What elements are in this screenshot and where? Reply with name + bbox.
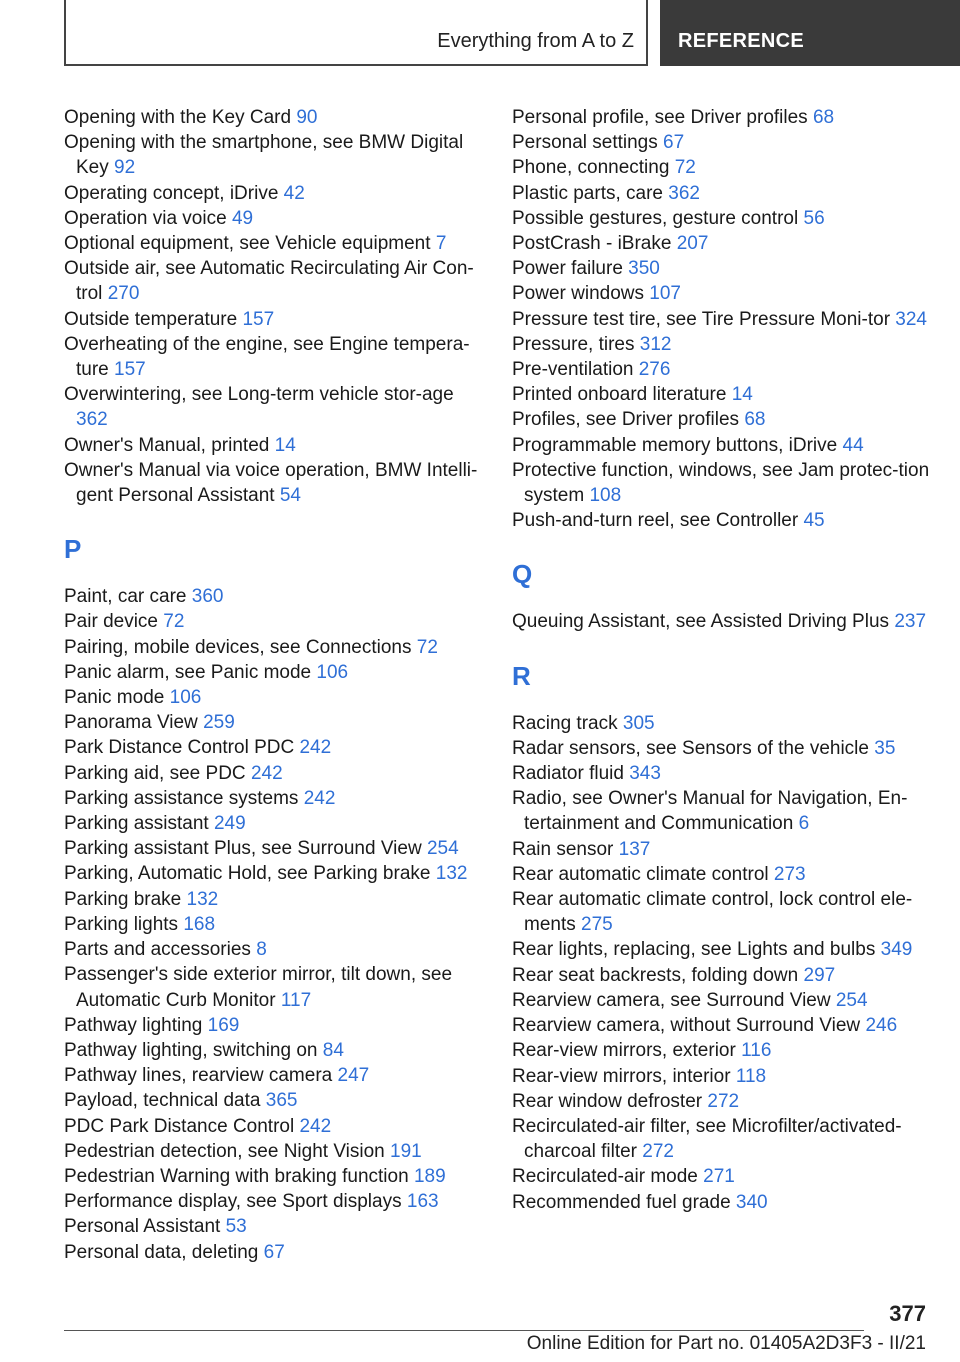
page-reference-link[interactable]: 67 — [663, 132, 685, 154]
index-entry-text: Parts and accessories — [64, 939, 251, 961]
index-entry — [64, 962, 484, 1012]
page-reference-link[interactable]: 14 — [274, 434, 296, 456]
index-entry-text: Pairing, mobile devices, see Connections — [64, 636, 412, 658]
index-entry — [64, 912, 484, 937]
page-reference-link[interactable]: 246 — [865, 1015, 898, 1037]
page-reference-link[interactable]: 272 — [707, 1090, 740, 1112]
index-entry-text: Rear lights, replacing, see Lights and bulbs — [512, 939, 876, 961]
page-reference-link[interactable]: 340 — [735, 1191, 768, 1213]
index-entry-text: Personal Assistant — [64, 1216, 221, 1238]
index-entry — [512, 1013, 932, 1038]
index-entry-text: Parking assistant — [64, 813, 209, 835]
page-reference-link[interactable]: 118 — [735, 1065, 767, 1087]
index-entry — [64, 256, 484, 306]
page-reference-link[interactable]: 191 — [390, 1140, 422, 1162]
page-reference-link[interactable]: 49 — [231, 207, 254, 229]
index-entry-text: Park Distance Control PDC — [64, 737, 295, 759]
index-entry — [64, 1013, 484, 1038]
index-section-letter: P — [64, 534, 82, 565]
page-reference-link[interactable]: 305 — [622, 712, 655, 734]
page-reference-link[interactable]: 92 — [114, 157, 136, 179]
index-section-letter: Q — [512, 559, 533, 590]
page-reference-link[interactable]: 7 — [435, 233, 447, 255]
section-title: Everything from A to Z — [437, 30, 634, 52]
page-reference-link[interactable]: 365 — [265, 1090, 298, 1112]
index-entry — [64, 786, 484, 811]
index-entry-text: Pedestrian detection, see Night Vision — [64, 1140, 385, 1162]
index-entry — [512, 357, 932, 382]
index-entry-text: Profiles, see Driver profiles — [512, 409, 740, 431]
index-entry — [64, 761, 484, 786]
index-entry — [512, 963, 932, 988]
index-entry — [512, 862, 932, 887]
index-entry — [512, 761, 932, 786]
page-reference-link[interactable]: 237 — [894, 611, 927, 633]
index-entry — [64, 307, 484, 332]
index-entry — [512, 407, 932, 432]
page-reference-link[interactable]: 72 — [163, 611, 185, 633]
index-entry-text: Panic mode — [64, 687, 165, 709]
page-reference-link[interactable]: 42 — [283, 182, 305, 204]
page-reference-link[interactable]: 270 — [107, 283, 140, 305]
index-entry-text: Rear window defroster — [512, 1090, 703, 1112]
index-entry — [64, 584, 484, 609]
index-entry-text: Panic alarm, see Panic mode — [64, 661, 312, 683]
page-reference-link[interactable]: 44 — [842, 434, 864, 456]
index-entry-text: Panorama View — [64, 712, 198, 734]
index-entry-text: Rear-view mirrors, interior — [512, 1065, 731, 1087]
index-entry-text: Pathway lines, rearview camera — [64, 1065, 333, 1087]
page-reference-link[interactable]: 276 — [638, 359, 671, 381]
index-entry-text: Pressure, tires — [512, 333, 635, 355]
index-entry-text: Parking brake — [64, 888, 182, 910]
page-reference-link[interactable]: 273 — [773, 863, 806, 885]
index-entry-text: Push-and-turn reel, see Controller — [512, 510, 799, 532]
index-entry-text: Opening with the Key Card — [64, 107, 292, 128]
index-entry-text: Parking lights — [64, 913, 179, 935]
page-reference-link[interactable]: 249 — [213, 813, 246, 835]
index-entry — [64, 811, 484, 836]
index-entry — [64, 231, 484, 256]
index-entry — [64, 1189, 484, 1214]
section-tab — [64, 0, 648, 66]
index-entry — [512, 609, 932, 634]
index-entry-text: Opening with the smartphone, see BMW Digital Key — [64, 132, 464, 179]
page-reference-link[interactable]: 132 — [435, 863, 468, 885]
index-entry-text: Recommended fuel grade — [512, 1191, 731, 1213]
index-entry — [512, 105, 932, 130]
page-reference-link[interactable]: 68 — [744, 409, 766, 431]
page-reference-link[interactable]: 108 — [589, 485, 622, 507]
page-reference-link[interactable]: 90 — [296, 107, 318, 128]
index-entry — [512, 332, 932, 357]
page-reference-link[interactable]: 350 — [628, 258, 660, 280]
index-entry — [512, 1114, 932, 1164]
index-entry — [512, 988, 932, 1013]
index-entry-text: Rain sensor — [512, 838, 614, 860]
index-entry — [512, 837, 932, 862]
index-entry — [512, 181, 932, 206]
index-entry-text: Racing track — [512, 712, 618, 734]
index-entry-text: Outside air, see Automatic Recirculating Air Con-trol — [64, 258, 474, 305]
index-entry — [512, 256, 932, 281]
index-entry-text: Possible gestures, gesture control — [512, 207, 799, 229]
index-entry — [64, 609, 484, 634]
index-section-letter: R — [512, 660, 531, 691]
index-entry — [64, 1240, 484, 1265]
index-column-left — [64, 105, 484, 1265]
index-entry-text: Personal data, deleting — [64, 1241, 259, 1263]
index-entry — [512, 1038, 932, 1063]
index-entry-text: Owner's Manual via voice operation, BMW Intelli-gent Personal Assistant — [64, 459, 478, 507]
index-entry-text: Owner's Manual, printed — [64, 434, 270, 456]
index-entry-text: Rearview camera, without Surround View — [512, 1015, 861, 1037]
index-entry — [512, 1089, 932, 1114]
index-column-right — [512, 105, 932, 1215]
page-reference-link[interactable]: 72 — [674, 157, 696, 179]
index-entry — [512, 206, 932, 231]
page-reference-link[interactable]: 45 — [803, 510, 825, 532]
page-number: 377 — [889, 1301, 926, 1326]
page-reference-link[interactable]: 360 — [191, 586, 224, 608]
index-entry-text: Pre-ventilation — [512, 359, 634, 381]
page-reference-link[interactable]: 349 — [880, 939, 913, 961]
page-reference-link[interactable]: 259 — [203, 712, 235, 734]
index-entry-text: Rear-view mirrors, exterior — [512, 1040, 736, 1062]
page-reference-link[interactable]: 53 — [225, 1216, 247, 1238]
page-reference-link[interactable]: 6 — [798, 813, 810, 835]
index-entry — [64, 1214, 484, 1239]
page-reference-link[interactable]: 362 — [668, 182, 700, 204]
page-header — [64, 0, 960, 66]
index-entry — [64, 1114, 484, 1139]
index-entry-text: Payload, technical data — [64, 1090, 261, 1112]
index-entry — [64, 836, 484, 861]
page-reference-link[interactable]: 242 — [299, 737, 332, 759]
page-reference-link[interactable]: 107 — [649, 283, 681, 305]
index-entry — [512, 508, 932, 533]
index-entry — [512, 887, 932, 937]
page-reference-link[interactable]: 106 — [169, 687, 202, 709]
index-entry — [64, 635, 484, 660]
index-entry-text: Parking, Automatic Hold, see Parking brake — [64, 863, 431, 885]
page-reference-link[interactable]: 157 — [114, 359, 146, 381]
index-entry-text: Performance display, see Sport displays — [64, 1191, 402, 1213]
index-entry-text: PDC Park Distance Control — [64, 1115, 295, 1137]
index-entry — [64, 130, 484, 180]
page-reference-link[interactable]: 116 — [741, 1040, 772, 1062]
index-entry — [512, 786, 932, 836]
index-entry — [64, 710, 484, 735]
index-entry-text: Operating concept, iDrive — [64, 182, 279, 204]
index-entry — [64, 382, 484, 432]
page-reference-link[interactable]: 271 — [703, 1166, 735, 1188]
index-entry-text: Printed onboard literature — [512, 384, 727, 406]
page-reference-link[interactable]: 247 — [337, 1065, 370, 1087]
index-entry — [512, 281, 932, 306]
page-reference-link[interactable]: 169 — [207, 1014, 240, 1036]
index-entry-text: Overheating of the engine, see Engine tempera-ture — [64, 333, 470, 381]
index-entry-text: Paint, car care — [64, 586, 187, 608]
page-reference-link[interactable]: 242 — [299, 1115, 332, 1137]
index-entry-text: Parking assistant Plus, see Surround View — [64, 838, 422, 860]
page-reference-link[interactable]: 54 — [279, 485, 301, 507]
index-entry — [64, 660, 484, 685]
index-entry — [512, 1164, 932, 1189]
index-entry-text: Parking aid, see PDC — [64, 762, 246, 784]
index-entry — [64, 1164, 484, 1189]
index-entry — [64, 105, 484, 130]
index-entry-text: Pressure test tire, see Tire Pressure Moni-tor — [512, 308, 891, 330]
index-entry-text: Personal settings — [512, 132, 658, 154]
page-reference-link[interactable]: 157 — [242, 308, 275, 330]
index-entry — [512, 1190, 932, 1215]
index-entry — [512, 130, 932, 155]
index-entry — [512, 1064, 932, 1089]
page-reference-link[interactable]: 297 — [803, 964, 836, 986]
index-entry-text: Optional equipment, see Vehicle equipment — [64, 233, 431, 255]
page-reference-link[interactable]: 254 — [835, 989, 868, 1011]
page-reference-link[interactable]: 242 — [250, 762, 283, 784]
page-reference-link[interactable]: 343 — [629, 763, 661, 785]
page-reference-link[interactable]: 35 — [874, 737, 896, 759]
index-entry-text: Radio, see Owner's Manual for Navigation, En-tertainment and Communication — [512, 788, 908, 835]
index-entry — [64, 332, 484, 382]
index-entry-text: Pedestrian Warning with braking function — [64, 1165, 409, 1187]
page-reference-link[interactable]: 312 — [639, 333, 672, 355]
index-entry — [64, 1038, 484, 1063]
page-reference-link[interactable]: 275 — [581, 914, 613, 936]
index-entry-text: Rear seat backrests, folding down — [512, 964, 799, 986]
page-reference-link[interactable]: 8 — [256, 939, 267, 961]
page-reference-link[interactable]: 68 — [812, 107, 835, 128]
index-entry-text: Phone, connecting — [512, 157, 670, 179]
index-entry-text: Recirculated-air mode — [512, 1166, 698, 1188]
index-entry-text: Pathway lighting, switching on — [64, 1039, 318, 1061]
page-reference-link[interactable]: 163 — [406, 1191, 439, 1213]
index-entry-text: Passenger's side exterior mirror, tilt down, see Automatic Curb Monitor — [64, 964, 453, 1011]
page-reference-link[interactable]: 67 — [263, 1241, 285, 1263]
chapter-tab — [660, 0, 960, 66]
page-reference-link[interactable]: 272 — [642, 1141, 674, 1163]
index-entry-text: Plastic parts, care — [512, 182, 663, 204]
index-entry-text: Pathway lighting — [64, 1014, 203, 1036]
index-entry — [64, 433, 484, 458]
index-entry-text: Recirculated-air filter, see Microfilter/activated-charcoal filter — [512, 1115, 902, 1163]
index-entry — [64, 1139, 484, 1164]
index-entry — [64, 685, 484, 710]
index-entry — [64, 735, 484, 760]
page-reference-link[interactable]: 56 — [803, 207, 825, 229]
index-entry-text: Queuing Assistant, see Assisted Driving Plus — [512, 611, 890, 633]
index-entry — [64, 181, 484, 206]
page-reference-link[interactable]: 362 — [76, 409, 108, 431]
index-entry-text: Radar sensors, see Sensors of the vehicle — [512, 737, 869, 759]
page-reference-link[interactable]: 189 — [413, 1165, 446, 1187]
index-entry-text: Rear automatic climate control, lock control ele-ments — [512, 889, 913, 936]
index-entry-text: Radiator fluid — [512, 763, 624, 785]
index-entry — [512, 433, 932, 458]
chapter-label: REFERENCE — [678, 30, 805, 52]
index-entry-text: PostCrash - iBrake — [512, 233, 672, 255]
index-entry — [512, 231, 932, 256]
index-entry — [64, 887, 484, 912]
index-entry — [64, 861, 484, 886]
index-entry — [512, 736, 932, 761]
page-reference-link[interactable]: 106 — [316, 661, 349, 683]
index-entry-text: Rear automatic climate control — [512, 863, 769, 885]
index-entry-text: Power failure — [512, 258, 623, 280]
index-entry-text: Programmable memory buttons, iDrive — [512, 434, 838, 456]
index-entry — [64, 458, 484, 508]
index-entry — [512, 382, 932, 407]
index-entry-text: Personal profile, see Driver profiles — [512, 107, 808, 128]
page-reference-link[interactable]: 137 — [618, 838, 651, 860]
page-reference-link[interactable]: 242 — [303, 787, 336, 809]
index-entry — [512, 155, 932, 180]
index-entry — [512, 458, 932, 508]
index-entry-text: Pair device — [64, 611, 158, 633]
page-reference-link[interactable]: 324 — [895, 308, 927, 330]
page-reference-link[interactable]: 72 — [416, 636, 438, 658]
index-entry — [64, 937, 484, 962]
index-entry — [64, 206, 484, 231]
page-reference-link[interactable]: 207 — [676, 233, 709, 255]
page-reference-link[interactable]: 254 — [426, 838, 459, 860]
index-entry-text: Overwintering, see Long-term vehicle stor-age — [64, 384, 454, 406]
footer-edition-text: Online Edition for Part no. 01405A2D3F3 - II/21 — [526, 1333, 926, 1354]
index-entry — [512, 711, 932, 736]
page-reference-link[interactable]: 117 — [280, 989, 312, 1011]
index-entry — [512, 307, 932, 332]
index-entry-text: Outside temperature — [64, 308, 238, 330]
page-reference-link[interactable]: 132 — [186, 888, 219, 910]
index-entry — [64, 1063, 484, 1088]
index-entry — [64, 1088, 484, 1113]
page-reference-link[interactable]: 84 — [322, 1039, 344, 1061]
index-entry-text: Rearview camera, see Surround View — [512, 989, 831, 1011]
index-entry-text: Operation via voice — [64, 207, 227, 229]
index-entry-text: Protective function, windows, see Jam protec-tion system — [512, 459, 930, 507]
index-entry-text: Power windows — [512, 283, 644, 305]
index-entry-text: Parking assistance systems — [64, 787, 299, 809]
page-reference-link[interactable]: 14 — [731, 384, 753, 406]
page-reference-link[interactable]: 168 — [183, 913, 216, 935]
footer-divider — [64, 1330, 864, 1331]
index-entry — [512, 937, 932, 962]
